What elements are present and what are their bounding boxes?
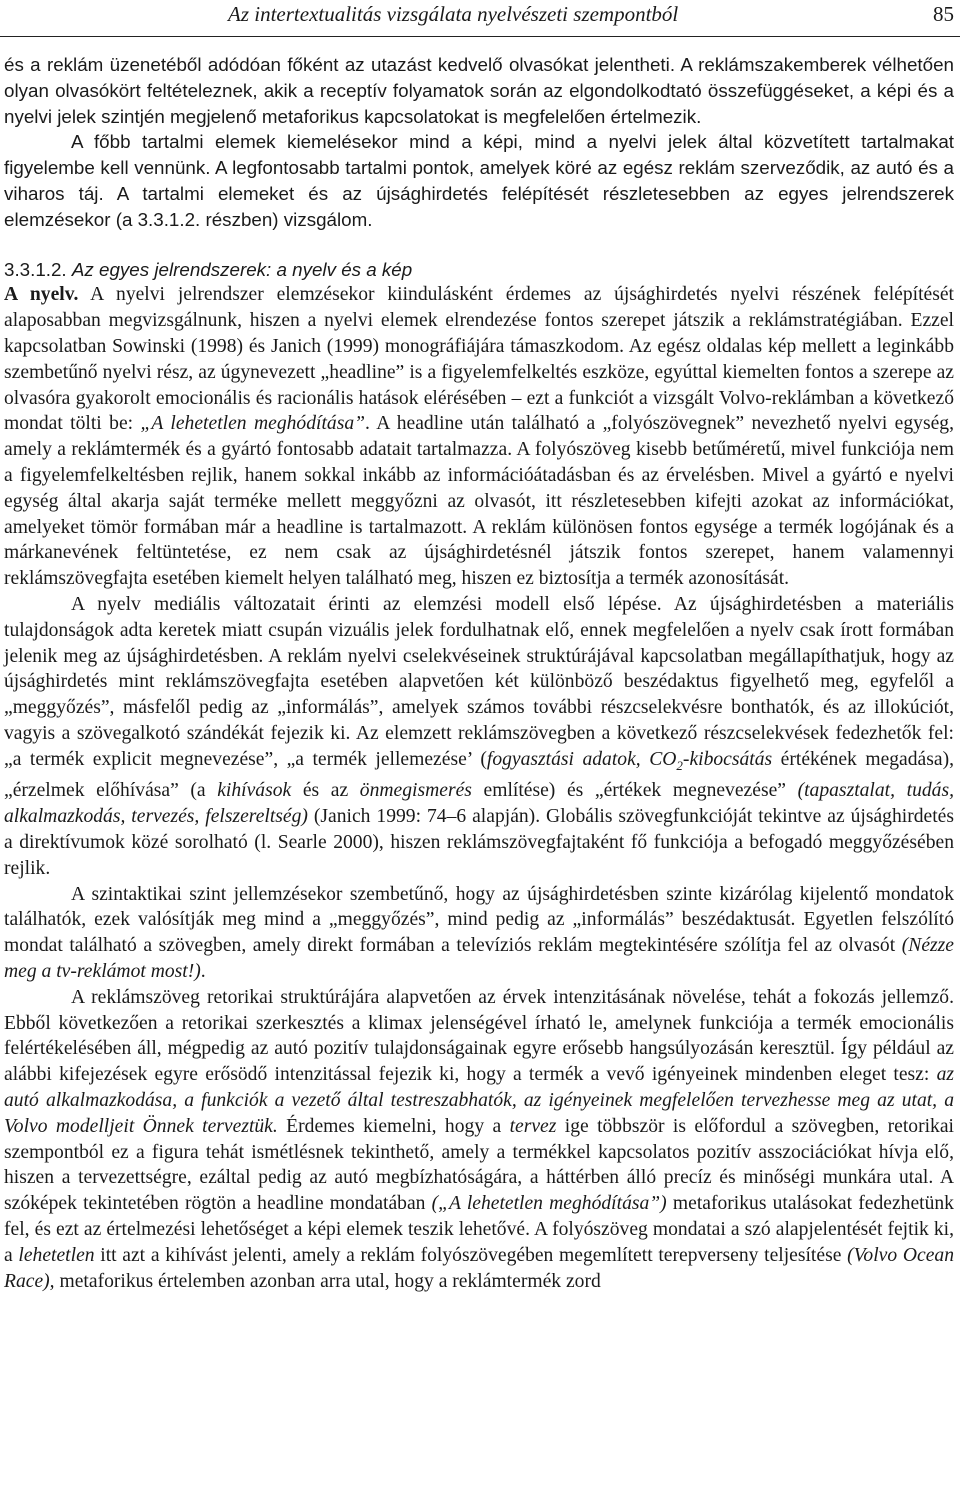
paragraph-3 [4,282,954,592]
section-number: 3.3.1.2. [4,258,67,280]
text-run: . A headline után található a „folyószövegnek” nevezhető nyelvi egység, amely a reklámtermék és a gyártó fontosabb adatait tartalmazza. A folyószöveg kisebb betűméretű, mivel funkciója nem a figyelemfelkeltésben rejlik, hanem sokkal inkább az információátadásban és az érvelésben. Mivel a gyártó e nyelvi egység által akarja saját terméke mellett meggyőzni az olvasót, itt részletesebben kifejti azokat az információkat, amelyeket tömör formában már a headline is tartalmazott. A reklám különösen fontos egysége a termék logójának és a márkanevének feltüntetése, ez nem csak az újsághirdetésnél játszik fontos szerepet, hanem valamennyi reklámszövegfajta esetében kiemelt helyen található meg, hiszen ez biztosítja a termék azonosítását. [4,413,954,590]
page-number: 85 [933,2,954,26]
section-title: Az egyes jelrendszerek: a nyelv és a kép [71,258,413,280]
italic-run: -kibocsátás [682,748,773,770]
text-run: A nyelv mediális változatait érinti az elemzési modell első lépése. Az újsághirdetésben a materiális tulajdonságok adta keretek miatt csupán vizuális jelek fordulhatnak elő, ennek megfelelően a nyelv csak írott formában jelenik meg az újsághirdetésben. A reklám nyelvi cselekvéseinek struktúrájával kapcsolatban megállapíthatjuk, hogy az újsághirdetés mint reklámszövegfajta esetében alapvetően két különböző beszédaktus figyelhető meg, egyfelől a „meggyőzés”, másfelől pedig az „informálás”, amelyek számos további részcselekvésre bonthatók, és az illokúciót, vagyis a szövegalkotó szándékát fejezik ki. Az elemzett reklámszövegben a következő részcselekvések fedezhetők fel: „a termék explicit megnevezése”, „a termék jellemezése’ ( [4,593,954,770]
run-in-heading: A nyelv. [4,284,79,306]
italic-run: tervez [509,1115,557,1137]
paragraph-5 [4,882,954,985]
text-run: említése) és „értékek megnevezése” [471,780,798,802]
subscript: 2 [676,757,683,773]
text-run: (Janich 1999: 74–6 alapján). Globális szövegfunkcióját tekintve az újsághirdetés a direktívumok közé sorolható (l. Searle 2000), hiszen reklámszövegfajtaként fő funkciója a befogadó meggyőzésében rejlik. [4,806,954,879]
italic-run: (Volvo Ocean Race), [4,1244,954,1292]
text-run: A nyelvi jelrendszer elemzésekor kiindulásként érdemes az újsághirdetés nyelvi részének felépítését alaposabban megvizsgálnunk, hiszen a nyelvi elemek elrendezése fontos szerepet játszik a reklámstratégiában. Ezzel kapcsolatban Sowinski (1998) és Janich (1999) monográfiájára támaszkodom. Az egész oldalas kép mellett a leginkább szembetűnő nyelvi rész, az úgynevezett „headline” is a figyelemfelkeltés eszköze, egyúttal kiemelten fontos a szerepe az olvasóra gyakorolt emocionális és racionális hatások elérésében – ezt a funkciót a vizsgált Volvo-reklámban a következő mondat tölti be: [4,284,954,435]
text-run: és az [291,780,360,802]
italic-run: (Nézze meg a tv-reklámot most!) [4,935,954,982]
italic-run: önmegismerés [359,780,472,802]
text-run: értékének megadása), „érzelmek előhívása” (a [4,748,954,802]
italic-run: az autó alkalmazkodása, a funkciók a vezető által testreszabhatók, az igényeinek megfelelően tervezhesse meg az utat, a Volvo modelljeit Önnek terveztük. [4,1064,954,1137]
text-run: ige többször is előfordul a szövegben, retorikai szempontból ez a figura tehát ismétlésnek tekinthető, amely a termékkel kapcsolatos pozitív asszociációkat hívja elő, hiszen a tervezettségre, ezáltal pedig az autó megbízhatóságára, a háttérben álló precíz és minőségi munkára utal. A szóképek tekintetében rögtön a headline mondatában [4,1115,954,1215]
italic-run: (tapasztalat, tudás, alkalmazkodás, tervezés, felszereltség) [4,780,954,828]
italic-run: fogyasztási adatok, CO [486,748,677,770]
italic-run: „A lehetetlen meghódítása” [140,413,366,435]
page-body [4,52,954,1294]
paragraph-6 [4,985,954,1295]
page-header [0,0,960,46]
text-run: A szintaktikai szint jellemzésekor szembetűnő, hogy az újsághirdetésben szinte kizárólag kijelentő mondatok találhatók, ezek valósítják meg mind a „meggyőzés”, mind pedig az „informálás” beszédaktusát. Egyetlen felszólító mondat található a szövegben, amely direkt formában a televíziós reklám megtekintésére szólítja fel az olvasót [4,883,954,957]
italic-run: („A lehetetlen meghódítása”) [431,1193,667,1215]
text-run: A reklámszöveg retorikai struktúrájára alapvetően az érvek intenzitásának növelése, tehát a fokozás jellemző. Ebből következően a retorikai szerkesztés a klimax jelenségével írható le, amelynek funkciója a termék emocionális felértékelésében áll, mégpedig az autó pozitív tulajdonságainak egyre erősebb hangsúlyozásán keresztül. Így például az alábbi kifejezések egyre erősödő intenzitással fejezik ki, hogy a termék a vevő igényeinek mindenben eleget tesz: [4,986,954,1086]
section-heading [4,257,954,283]
text-run: itt azt a kihívást jelenti, amely a reklám folyószövegében megemlített terepverseny teljesítése [94,1244,848,1266]
text-run: metaforikus értelemben azonban arra utal, hogy a reklámtermék zord [54,1270,601,1292]
paragraph-2: A főbb tartalmi elemek kiemelésekor mind a képi, mind a nyelvi jelek által közvetített tartalmakat figyelembe kell vennünk. A legfontosabb tartalmi pontok, amelyek köré az egész reklám szerveződik, az autó és a viharos táj. A tartalmi elemeket és az újsághirdetés felépítését részletesebben az egyes jelrendszerek elemzésekor (a 3.3.1.2. részben) vizsgálom. [4,131,954,230]
header-rule [0,36,960,37]
section-gap [4,233,954,257]
paragraph-1: és a reklám üzenetéből adódóan főként az utazást kedvelő olvasókat jelentheti. A reklámszakemberek vélhetően olyan olvasókört feltételeznek, akik a receptív folyamatok során az elgondolkodtató összefüggéseket, a képi és a nyelvi jelek szintjén megjelenő metaforikus kapcsolatokat is megfelelően értelmezik. [4,54,954,127]
text-run: metaforikus utalásokat fedezhetünk fel, és ezt az értelmezési lehetőséget a képi elemek teszik lehetővé. A folyószöveg mondatai a szó alapjelentését fejtik ki, a [4,1193,954,1266]
text-run: Érdemes kiemelni, hogy a [277,1115,510,1137]
paragraph-4 [4,592,954,882]
italic-run: lehetetlen [18,1244,95,1266]
text-run: . [200,961,206,982]
italic-run: kihívások [217,780,292,802]
running-title: Az intertextualitás vizsgálata nyelvészeti szempontból [228,2,679,26]
